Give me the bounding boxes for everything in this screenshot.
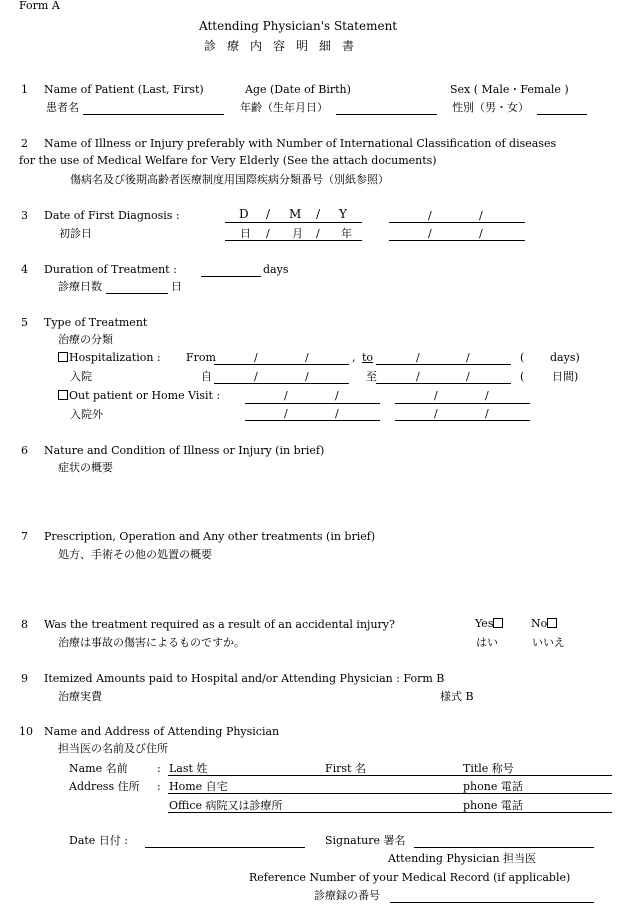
slash: / <box>466 370 470 383</box>
name-label: Name 名前 <box>69 762 128 775</box>
home-label: Home 自宅 <box>169 780 228 793</box>
date-field-line-jp[interactable] <box>389 240 525 241</box>
month-label: M <box>289 207 302 221</box>
reference-number-label: Reference Number of your Medical Record (if applicable) <box>249 871 571 884</box>
no-label-jp: いいえ <box>532 636 565 649</box>
duration-label: Duration of Treatment : <box>44 263 177 276</box>
last-name-label: Last 姓 <box>169 762 208 775</box>
attending-physician-caption: Attending Physician 担当医 <box>388 852 537 865</box>
yes-label-jp: はい <box>476 636 498 649</box>
slash: / <box>335 389 339 402</box>
sex-label: Sex ( Male・Female ) <box>450 83 569 96</box>
outpatient-option[interactable]: Out patient or Home Visit : <box>58 389 220 402</box>
office-label: Office 病院又は診療所 <box>169 799 283 812</box>
hospitalization-to-field-jp[interactable] <box>376 383 511 384</box>
slash: / <box>254 351 258 364</box>
prescription-label-jp: 処方、手術その他の処置の概要 <box>58 548 212 561</box>
paren-open: ( <box>520 351 525 364</box>
slash: / <box>284 389 288 402</box>
slash: / <box>416 370 420 383</box>
slash: / <box>335 407 339 420</box>
section-number: 5 <box>21 316 28 329</box>
slash: / <box>316 207 321 221</box>
outpatient-date-field-4[interactable] <box>395 420 530 421</box>
checkbox[interactable] <box>58 390 68 400</box>
year-label-jp: 年 <box>341 227 352 240</box>
sex-field[interactable] <box>537 114 587 115</box>
age-label: Age (Date of Birth) <box>245 83 351 96</box>
illness-label-jp: 傷病名及び後期高齢者医療制度用国際疾病分類番号（別紙参照） <box>70 173 389 186</box>
slash: / <box>428 209 432 222</box>
itemized-amounts-label-jp: 治療実費 <box>58 690 102 703</box>
nature-condition-label: Nature and Condition of Illness or Injury (in brief) <box>44 444 325 457</box>
slash: / <box>479 209 483 222</box>
date-label: Date 日付 : <box>69 834 129 847</box>
slash: / <box>266 207 271 221</box>
slash: / <box>485 407 489 420</box>
yes-option[interactable]: Yes <box>475 617 504 630</box>
treatment-type-label: Type of Treatment <box>44 316 148 329</box>
physician-label-jp: 担当医の名前及び住所 <box>58 742 168 755</box>
prescription-label: Prescription, Operation and Any other treatments (in brief) <box>44 530 376 543</box>
hospitalization-from-field-jp[interactable] <box>214 383 349 384</box>
slash: / <box>416 351 420 364</box>
first-diagnosis-label: Date of First Diagnosis : <box>44 209 180 222</box>
slash: / <box>284 407 288 420</box>
slash: / <box>316 227 320 240</box>
from-label: From <box>186 351 216 364</box>
home-phone-label: phone 電話 <box>463 780 523 793</box>
patient-name-field[interactable] <box>83 114 224 115</box>
hospitalization-from-field[interactable] <box>214 364 349 365</box>
to-label: to <box>362 351 374 364</box>
comma: , <box>352 351 356 364</box>
checkbox[interactable] <box>547 618 557 628</box>
reference-number-field[interactable] <box>390 902 594 903</box>
colon: : <box>157 762 161 775</box>
slash: / <box>428 227 432 240</box>
title-label: Title 称号 <box>463 762 514 775</box>
slash: / <box>466 351 470 364</box>
day-label-jp: 日 <box>240 227 251 240</box>
slash: / <box>485 389 489 402</box>
accident-question: Was the treatment required as a result of an accidental injury? <box>44 618 395 631</box>
date-format-underline-jp <box>225 240 362 241</box>
age-field[interactable] <box>336 114 437 115</box>
slash: / <box>266 227 270 240</box>
nature-condition-label-jp: 症状の概要 <box>58 461 113 474</box>
office-address-field[interactable] <box>168 812 612 813</box>
title-english: Attending Physician's Statement <box>199 19 398 33</box>
section-number: 7 <box>21 530 28 543</box>
outpatient-date-field-1[interactable] <box>245 403 380 404</box>
section-number: 6 <box>21 444 28 457</box>
slash: / <box>305 351 309 364</box>
days-unit: days <box>263 263 289 276</box>
outpatient-date-field-3[interactable] <box>245 420 380 421</box>
duration-days-field-jp[interactable] <box>106 293 168 294</box>
hospitalization-option[interactable]: Hospitalization : <box>58 351 161 364</box>
from-label-jp: 自 <box>201 370 212 383</box>
checkbox[interactable] <box>58 352 68 362</box>
physician-label: Name and Address of Attending Physician <box>44 725 280 738</box>
first-name-label: First 名 <box>325 762 366 775</box>
patient-name-label-jp: 患者名 <box>46 101 79 114</box>
section-number: 9 <box>21 672 28 685</box>
section-number: 3 <box>21 209 28 222</box>
slash: / <box>434 407 438 420</box>
outpatient-label-jp: 入院外 <box>70 408 103 421</box>
date-format-underline <box>225 222 362 223</box>
slash: / <box>305 370 309 383</box>
reference-number-label-jp: 診療録の番号 <box>314 889 380 902</box>
year-label: Y <box>339 207 347 221</box>
hospitalization-label-jp: 入院 <box>70 370 92 383</box>
physician-name-field[interactable] <box>168 775 612 776</box>
month-label-jp: 月 <box>292 227 303 240</box>
section-number: 4 <box>21 263 28 276</box>
itemized-amounts-label: Itemized Amounts paid to Hospital and/or Attending Physician : Form B <box>44 672 445 685</box>
office-phone-label: phone 電話 <box>463 799 523 812</box>
days-label-jp: 日間) <box>552 370 579 383</box>
signature-label: Signature 署名 <box>325 834 406 847</box>
date-field[interactable] <box>145 847 305 848</box>
form-label: Form A <box>19 0 60 12</box>
slash: / <box>479 227 483 240</box>
checkbox[interactable] <box>493 618 503 628</box>
days-label: days) <box>550 351 580 364</box>
address-label: Address 住所 <box>69 780 140 793</box>
treatment-type-label-jp: 治療の分類 <box>58 333 113 346</box>
patient-name-label: Name of Patient (Last, First) <box>44 83 204 96</box>
age-label-jp: 年齢（生年月日） <box>240 101 328 114</box>
slash: / <box>254 370 258 383</box>
hospitalization-to-field[interactable] <box>376 364 511 365</box>
signature-field[interactable] <box>414 847 594 848</box>
outpatient-date-field-2[interactable] <box>395 403 530 404</box>
form-b-label-jp: 様式 B <box>440 690 474 703</box>
sex-label-jp: 性別（男・女） <box>452 101 529 114</box>
illness-label-line1: Name of Illness or Injury preferably with Number of International Classification of diseases <box>44 137 557 150</box>
duration-label-jp: 診療日数 <box>58 280 102 293</box>
paren-open: ( <box>520 370 525 383</box>
to-label-jp: 至 <box>366 370 377 383</box>
illness-label-line2: for the use of Medical Welfare for Very Elderly (See the attach documents) <box>19 154 437 167</box>
date-field-line[interactable] <box>389 222 525 223</box>
duration-days-field[interactable] <box>201 276 261 277</box>
slash: / <box>434 389 438 402</box>
section-number: 1 <box>21 83 28 96</box>
accident-question-jp: 治療は事故の傷害によるものですか。 <box>58 636 245 649</box>
no-option[interactable]: No <box>531 617 558 630</box>
home-address-field[interactable] <box>168 793 612 794</box>
section-number: 10 <box>19 725 33 738</box>
colon: : <box>157 780 161 793</box>
first-diagnosis-label-jp: 初診日 <box>59 227 92 240</box>
day-label: D <box>239 207 249 221</box>
section-number: 2 <box>21 137 28 150</box>
title-japanese: 診療内容明細書 <box>204 39 366 53</box>
section-number: 8 <box>21 618 28 631</box>
days-unit-jp: 日 <box>171 280 182 293</box>
